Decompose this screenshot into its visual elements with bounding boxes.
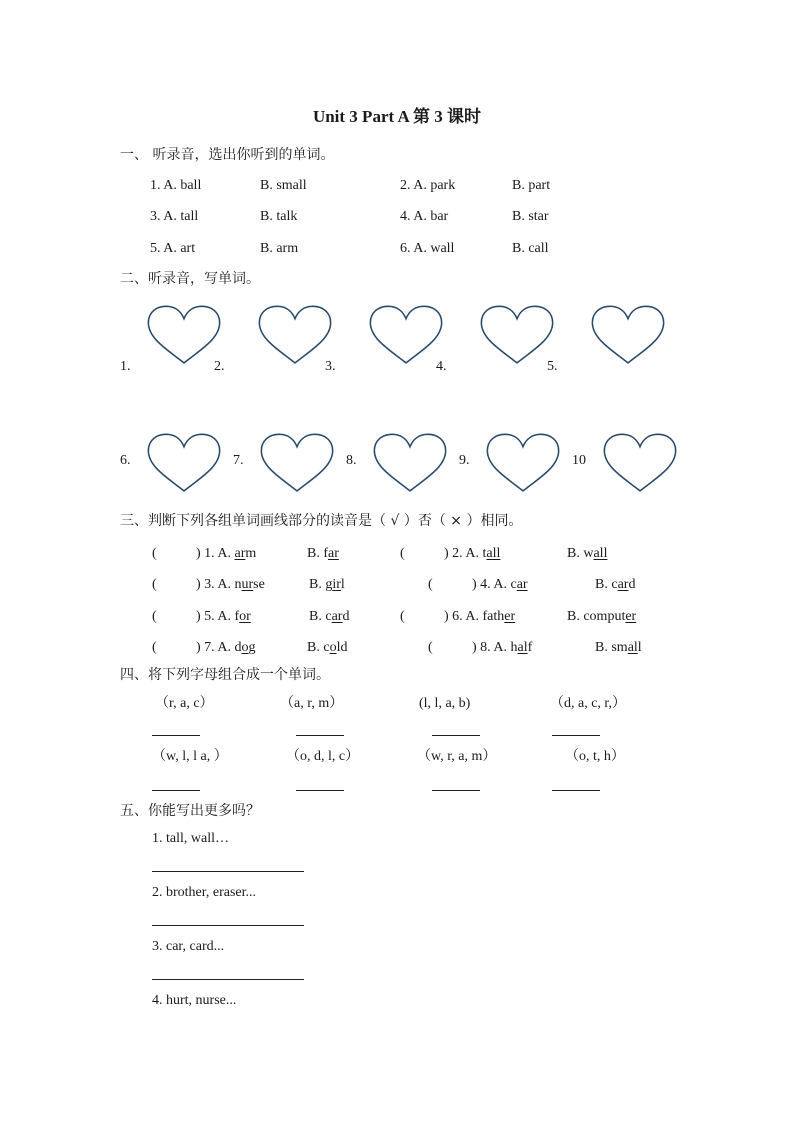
- letter-group-4: （d, a, c, r,）: [550, 696, 627, 711]
- answer-line[interactable]: [296, 735, 344, 736]
- s3-item-5b: B. card: [309, 609, 350, 624]
- s5-item-1: 1. tall, wall…: [152, 831, 229, 846]
- heart-icon[interactable]: [257, 432, 337, 494]
- answer-line[interactable]: [152, 979, 304, 980]
- heart-icon[interactable]: [483, 432, 563, 494]
- s2-number-9: 9.: [459, 453, 470, 468]
- answer-line[interactable]: [432, 735, 480, 736]
- letter-group-5: （w, l, l a, ）: [152, 749, 228, 764]
- section1-heading: 一、 听录音，选出你听到的单词。: [120, 147, 335, 163]
- s2-number-6: 6.: [120, 453, 131, 468]
- letter-group-6: （o, d, l, c）: [286, 749, 360, 764]
- answer-paren-4[interactable]: (: [428, 577, 433, 592]
- s1-item-6b: B. call: [512, 241, 549, 256]
- heart-icon[interactable]: [366, 304, 446, 366]
- letter-group-3: (l, l, a, b): [419, 696, 471, 711]
- s3-item-4a: ) 4. A. car: [472, 577, 528, 592]
- answer-paren-3[interactable]: (: [152, 577, 157, 592]
- s3-item-1b: B. far: [307, 546, 339, 561]
- answer-line[interactable]: [552, 790, 600, 791]
- s1-item-6a: 6. A. wall: [400, 241, 455, 256]
- answer-paren-1[interactable]: (: [152, 546, 157, 561]
- letter-group-7: （w, r, a, m）: [417, 749, 497, 764]
- answer-paren-2[interactable]: (: [400, 546, 405, 561]
- heart-icon[interactable]: [588, 304, 668, 366]
- s3-item-7a: ) 7. A. dog: [196, 640, 256, 655]
- heart-icon[interactable]: [144, 432, 224, 494]
- s1-item-1a: 1. A. ball: [150, 178, 202, 193]
- s3-item-6b: B. computer: [567, 609, 637, 624]
- s3-item-3a: ) 3. A. nurse: [196, 577, 265, 592]
- s2-number-2: 2.: [214, 359, 225, 374]
- s1-item-4b: B. star: [512, 209, 549, 224]
- answer-line[interactable]: [152, 735, 200, 736]
- s2-number-1: 1.: [120, 359, 131, 374]
- s3-item-1a: ) 1. A. arm: [196, 546, 257, 561]
- s2-number-8: 8.: [346, 453, 357, 468]
- s5-item-3: 3. car, card...: [152, 939, 225, 954]
- s1-item-5a: 5. A. art: [150, 241, 196, 256]
- letter-group-1: （r, a, c）: [155, 696, 214, 711]
- s2-number-3: 3.: [325, 359, 336, 374]
- s2-number-7: 7.: [233, 453, 244, 468]
- answer-paren-6[interactable]: (: [400, 609, 405, 624]
- s3-item-3b: B. girl: [309, 577, 345, 592]
- s1-item-2a: 2. A. park: [400, 178, 456, 193]
- heart-icon[interactable]: [255, 304, 335, 366]
- section5-heading: 五、你能写出更多吗？: [120, 803, 260, 819]
- s3-item-4b: B. card: [595, 577, 636, 592]
- heart-icon[interactable]: [144, 304, 224, 366]
- section2-heading: 二、听录音，写单词。: [120, 271, 260, 287]
- s2-number-10: 10: [572, 453, 586, 468]
- s1-item-5b: B. arm: [260, 241, 299, 256]
- heart-icon[interactable]: [600, 432, 680, 494]
- s1-item-3a: 3. A. tall: [150, 209, 199, 224]
- s2-number-5: 5.: [547, 359, 558, 374]
- s3-item-2b: B. wall: [567, 546, 608, 561]
- letter-group-2: （a, r, m）: [280, 696, 344, 711]
- answer-line[interactable]: [432, 790, 480, 791]
- s5-item-4: 4. hurt, nurse...: [152, 993, 237, 1008]
- answer-paren-8[interactable]: (: [428, 640, 433, 655]
- section3-heading: 三、判断下列各组单词画线部分的读音是（ √ ）否（ × ）相同。: [120, 513, 523, 529]
- page-title: Unit 3 Part A 第 3 课时: [312, 107, 482, 126]
- answer-line[interactable]: [152, 871, 304, 872]
- letter-group-8: （o, t, h）: [565, 749, 625, 764]
- s1-item-2b: B. part: [512, 178, 551, 193]
- s3-item-6a: ) 6. A. father: [444, 609, 516, 624]
- answer-line[interactable]: [152, 925, 304, 926]
- answer-line[interactable]: [552, 735, 600, 736]
- s2-number-4: 4.: [436, 359, 447, 374]
- s3-item-8a: ) 8. A. half: [472, 640, 533, 655]
- section4-heading: 四、将下列字母组合成一个单词。: [120, 667, 330, 683]
- s3-item-7b: B. cold: [307, 640, 348, 655]
- s3-item-5a: ) 5. A. for: [196, 609, 251, 624]
- heart-icon[interactable]: [370, 432, 450, 494]
- s1-item-4a: 4. A. bar: [400, 209, 449, 224]
- answer-paren-7[interactable]: (: [152, 640, 157, 655]
- s5-item-2: 2. brother, eraser...: [152, 885, 257, 900]
- answer-line[interactable]: [296, 790, 344, 791]
- answer-line[interactable]: [152, 790, 200, 791]
- s1-item-1b: B. small: [260, 178, 307, 193]
- s3-item-8b: B. small: [595, 640, 642, 655]
- s3-item-2a: ) 2. A. tall: [444, 546, 501, 561]
- heart-icon[interactable]: [477, 304, 557, 366]
- answer-paren-5[interactable]: (: [152, 609, 157, 624]
- s1-item-3b: B. talk: [260, 209, 298, 224]
